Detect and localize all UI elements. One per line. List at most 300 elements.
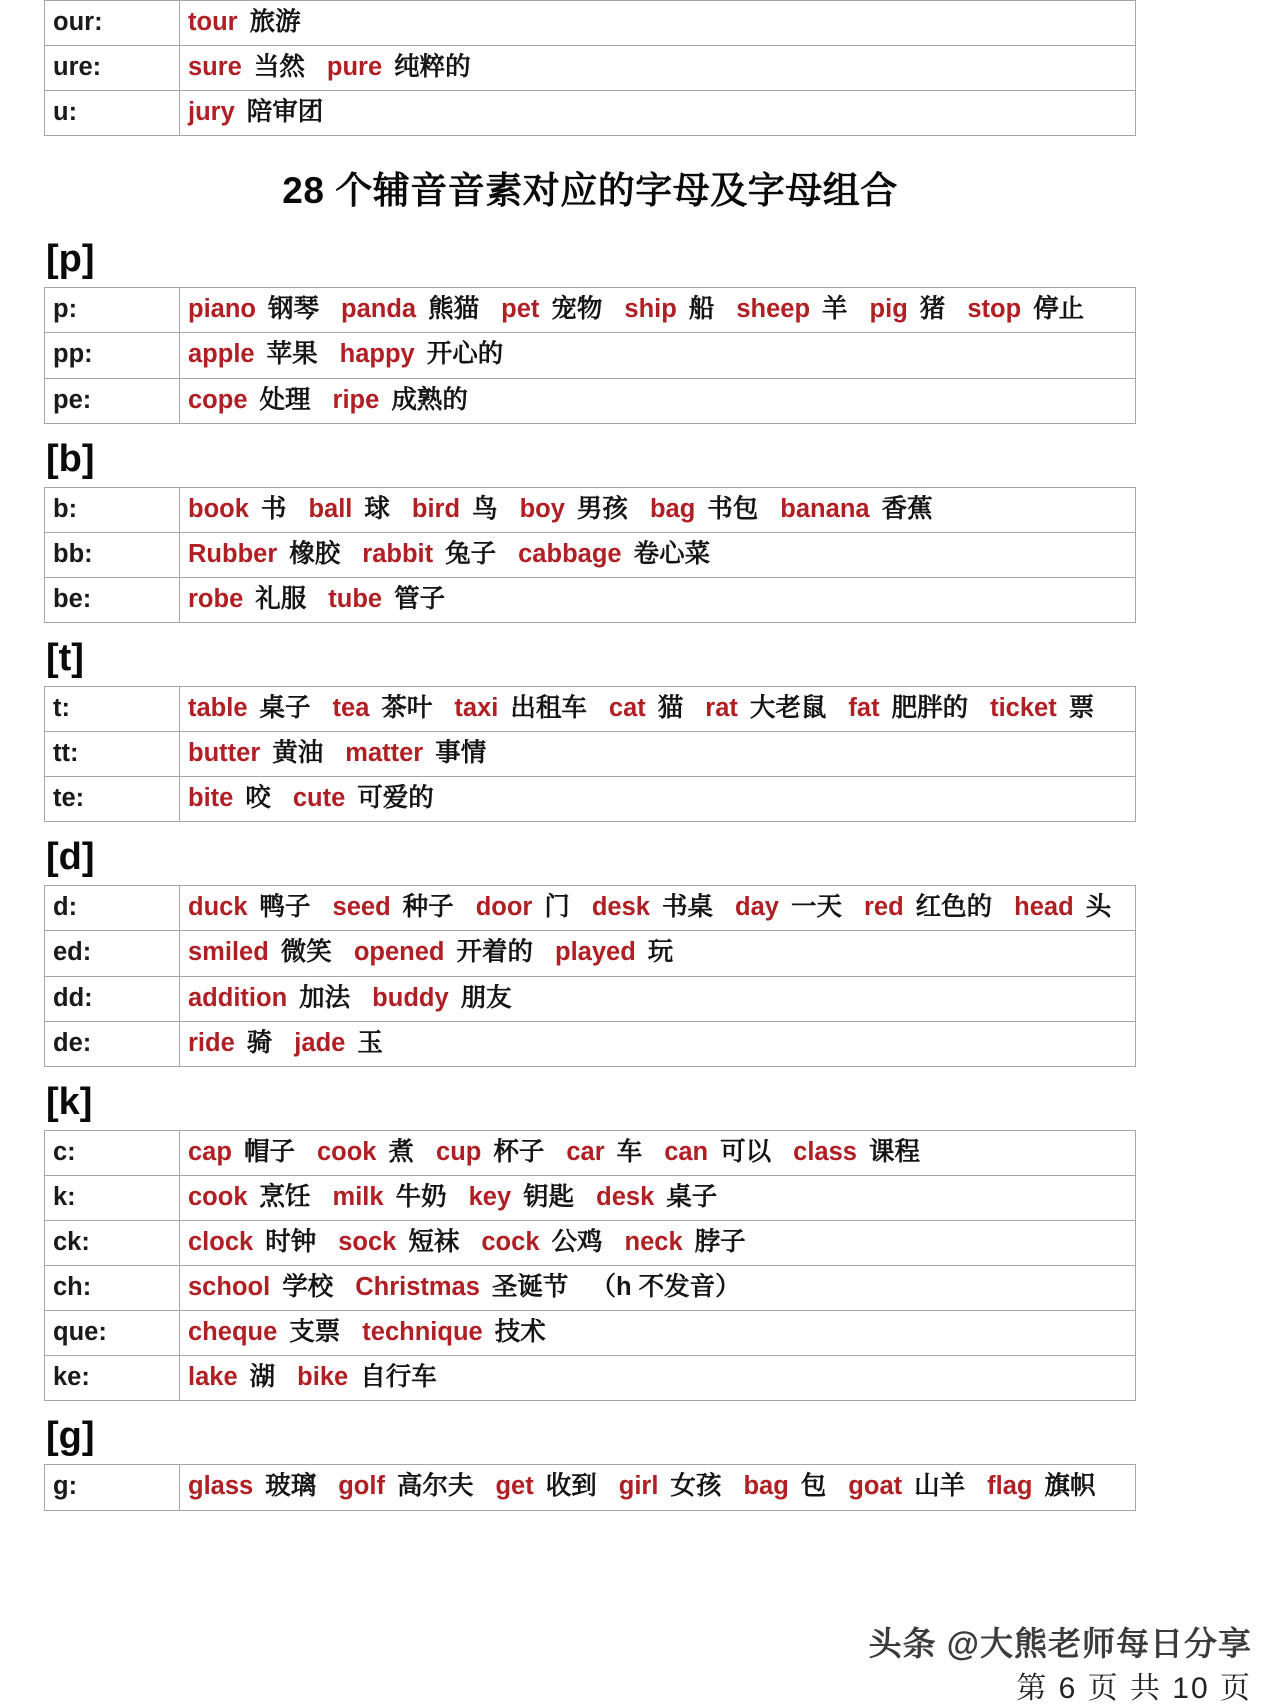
word-spacer [311, 1182, 333, 1213]
chinese-gloss: 煮 [388, 1137, 415, 1166]
chinese-gloss: 门 [544, 893, 570, 922]
word-spacer [271, 783, 293, 814]
word-gloss-spacer [480, 1272, 492, 1303]
english-word: jury [188, 98, 235, 127]
word-gloss-spacer [789, 1471, 801, 1502]
word-spacer [332, 937, 354, 968]
english-word: tea [332, 693, 370, 722]
word-gloss-spacer [277, 1317, 289, 1348]
word-gloss-spacer [658, 1471, 670, 1502]
phoneme-section [44, 636, 1136, 822]
word-gloss-spacer [857, 1137, 869, 1168]
chinese-gloss: 书包 [707, 494, 759, 523]
word-spacer [826, 1471, 848, 1502]
table-body [45, 886, 1136, 1066]
word-spacer [316, 1471, 338, 1502]
english-word: butter [188, 739, 261, 768]
chinese-gloss: 船 [688, 295, 715, 324]
chinese-gloss: 事情 [435, 739, 487, 768]
spelling-key: que: [45, 1311, 180, 1356]
word-spacer [826, 693, 848, 724]
examples-cell [180, 333, 1136, 378]
english-word: opened [353, 938, 445, 967]
chinese-gloss: 牛奶 [395, 1182, 447, 1211]
examples-cell [180, 686, 1136, 731]
phoneme-heading: [g] [46, 1415, 95, 1458]
page-footer [0, 1618, 1280, 1706]
word-gloss-spacer [511, 1182, 523, 1213]
chinese-gloss: 玉 [357, 1028, 383, 1057]
english-word: rat [705, 693, 738, 722]
english-word: happy [339, 340, 415, 369]
phoneme-heading: [d] [46, 836, 95, 879]
english-word: golf [338, 1472, 385, 1501]
word-spacer [570, 892, 592, 923]
table-row [45, 487, 1136, 532]
word-spacer [587, 693, 609, 724]
table-row [45, 1356, 1136, 1401]
word-spacer [340, 1317, 362, 1348]
word-gloss-spacer [369, 693, 381, 724]
word-spacer [447, 1182, 469, 1213]
word-gloss-spacer [238, 7, 250, 38]
table-row [45, 1130, 1136, 1175]
chinese-gloss: 橡胶 [289, 539, 341, 568]
word-gloss-spacer [695, 494, 707, 525]
english-word: jade [294, 1028, 346, 1057]
english-word: cap [188, 1137, 232, 1166]
word-gloss-spacer [908, 294, 920, 325]
table-row [45, 288, 1136, 333]
english-word: taxi [454, 693, 499, 722]
table-body [45, 288, 1136, 423]
table-row [45, 1266, 1136, 1311]
spelling-key: u: [45, 91, 180, 136]
table-body [45, 1465, 1136, 1510]
spelling-key: dd: [45, 976, 180, 1021]
word-gloss-spacer [377, 1137, 389, 1168]
phoneme-heading: [t] [46, 636, 84, 679]
chinese-gloss: 帽子 [243, 1137, 295, 1166]
word-gloss-spacer [779, 892, 791, 923]
examples-cell [180, 46, 1136, 91]
word-spacer [602, 294, 624, 325]
consonant-sections [44, 240, 1136, 1510]
english-word: rabbit [362, 539, 434, 568]
chinese-gloss: 圣诞节 [491, 1273, 569, 1302]
chinese-gloss: 收到 [545, 1472, 597, 1501]
word-spacer [459, 1227, 481, 1258]
word-spacer [597, 1471, 619, 1502]
english-word: ship [624, 295, 677, 324]
chinese-gloss: 礼服 [255, 584, 307, 613]
word-gloss-spacer [532, 892, 544, 923]
chinese-gloss: 包 [800, 1472, 827, 1501]
word-spacer [323, 738, 345, 769]
chinese-gloss: 大老鼠 [749, 693, 827, 722]
english-word: buddy [372, 983, 449, 1012]
english-word: glass [188, 1472, 254, 1501]
word-spacer [992, 892, 1014, 923]
word-spacer [683, 693, 705, 724]
word-gloss-spacer [345, 783, 357, 814]
word-spacer [945, 294, 967, 325]
word-gloss-spacer [255, 339, 267, 370]
table-row [45, 1220, 1136, 1265]
spelling-key: ure: [45, 46, 180, 91]
table-row [45, 931, 1136, 976]
english-word: lake [188, 1363, 238, 1392]
english-word: tour [188, 8, 238, 36]
chinese-gloss: 玻璃 [265, 1472, 317, 1501]
chinese-gloss: 可爱的 [357, 784, 434, 813]
word-spacer [340, 539, 362, 570]
table-row [45, 1175, 1136, 1220]
word-gloss-spacer [622, 539, 634, 570]
table-row [45, 777, 1136, 822]
chinese-gloss: 红色的 [915, 893, 993, 922]
spelling-key: ck: [45, 1220, 180, 1265]
word-spacer [432, 693, 454, 724]
english-word: tube [328, 584, 383, 613]
table-row [45, 1465, 1136, 1510]
word-gloss-spacer [385, 1471, 397, 1502]
word-spacer [286, 494, 308, 525]
chinese-gloss: 香蕉 [881, 494, 933, 523]
word-gloss-spacer [352, 494, 364, 525]
english-word: ripe [332, 385, 380, 414]
spelling-key: d: [45, 886, 180, 931]
word-gloss-spacer [269, 937, 281, 968]
english-word: piano [188, 295, 256, 324]
word-spacer [848, 294, 870, 325]
english-word: milk [332, 1182, 384, 1211]
chinese-gloss: 猫 [657, 693, 684, 722]
word-spacer [473, 1471, 495, 1502]
chinese-gloss: 兔子 [445, 539, 497, 568]
word-gloss-spacer [449, 983, 461, 1014]
english-word: door [475, 893, 533, 922]
chinese-gloss: 自行车 [360, 1363, 437, 1392]
chinese-gloss: 鸭子 [259, 893, 311, 922]
english-word: stop [967, 295, 1022, 324]
word-spacer [316, 1227, 338, 1258]
chinese-gloss: 加法 [299, 983, 351, 1012]
phoneme-examples-table [44, 487, 1136, 623]
word-gloss-spacer [1032, 1471, 1044, 1502]
english-word: cook [188, 1182, 248, 1211]
word-gloss-spacer [391, 892, 403, 923]
spelling-key: our: [45, 1, 180, 46]
word-gloss-spacer [683, 1227, 695, 1258]
word-spacer [333, 1272, 355, 1303]
chinese-gloss: 开心的 [426, 340, 504, 369]
word-gloss-spacer [379, 385, 391, 416]
word-spacer [642, 1137, 664, 1168]
word-spacer [603, 1227, 625, 1258]
english-word: class [793, 1137, 857, 1166]
word-spacer [275, 1362, 297, 1393]
word-gloss-spacer [416, 294, 428, 325]
chinese-gloss: 票 [1068, 693, 1095, 722]
phoneme-heading: [k] [46, 1080, 93, 1123]
chinese-gloss: 出租车 [510, 693, 587, 722]
examples-cell [180, 91, 1136, 136]
spelling-key: de: [45, 1021, 180, 1066]
chinese-gloss: 男孩 [576, 494, 628, 523]
word-gloss-spacer [1057, 693, 1069, 724]
table-row [45, 886, 1136, 931]
table-row [45, 46, 1136, 91]
english-word: apple [188, 340, 255, 369]
watermark-overlay-box [1164, 1490, 1276, 1548]
word-spacer [713, 892, 735, 923]
table-row [45, 91, 1136, 136]
chinese-gloss: 书桌 [661, 893, 713, 922]
chinese-gloss: 脖子 [694, 1227, 746, 1256]
word-spacer [968, 693, 990, 724]
english-word: neck [624, 1227, 683, 1256]
phoneme-section [44, 838, 1136, 1066]
word-gloss-spacer [650, 892, 662, 923]
word-spacer [306, 584, 328, 615]
english-word: duck [188, 893, 248, 922]
english-word: pig [869, 295, 908, 324]
word-spacer [390, 494, 412, 525]
word-spacer [496, 539, 518, 570]
word-spacer [498, 494, 520, 525]
english-word: cock [481, 1227, 540, 1256]
word-gloss-spacer [348, 1362, 360, 1393]
english-word: technique [362, 1318, 483, 1347]
word-gloss-spacer [605, 1137, 617, 1168]
chinese-gloss: 成熟的 [391, 385, 468, 414]
english-word: desk [591, 893, 650, 922]
english-word: girl [618, 1472, 659, 1501]
word-gloss-spacer [654, 1182, 666, 1213]
table-body [45, 487, 1136, 622]
english-word: ball [308, 494, 353, 523]
english-word: pet [501, 295, 540, 324]
table-body [45, 686, 1136, 821]
word-gloss-spacer [396, 1227, 408, 1258]
chinese-gloss: 技术 [494, 1318, 546, 1347]
vowel-continuation-table [44, 0, 1136, 136]
page-indicator: 第 6 页 共 10 页 [1016, 1672, 1252, 1705]
table-row [45, 378, 1136, 423]
english-word: get [495, 1472, 534, 1501]
word-spacer [842, 892, 864, 923]
english-word: table [188, 693, 248, 722]
phoneme-examples-table [44, 885, 1136, 1066]
spelling-key: bb: [45, 532, 180, 577]
phoneme-examples-table [44, 287, 1136, 423]
table-row [45, 1, 1136, 46]
english-word: cat [608, 693, 646, 722]
word-gloss-spacer [249, 494, 261, 525]
chinese-gloss: 烹饪 [259, 1182, 311, 1211]
word-spacer [311, 892, 333, 923]
phoneme-section [44, 1080, 1136, 1402]
examples-cell [180, 1311, 1136, 1356]
examples-cell [180, 976, 1136, 1021]
english-word: cup [436, 1137, 482, 1166]
spelling-key: b: [45, 487, 180, 532]
spelling-key: g: [45, 1465, 180, 1510]
chinese-gloss: 桌子 [666, 1182, 718, 1211]
english-word: school [188, 1273, 271, 1302]
chinese-gloss: 骑 [246, 1028, 273, 1057]
examples-cell [180, 1220, 1136, 1265]
english-word: ticket [990, 693, 1057, 722]
chinese-gloss: 湖 [249, 1363, 276, 1392]
word-gloss-spacer [235, 97, 247, 128]
spelling-key: ed: [45, 931, 180, 976]
english-word: clock [188, 1227, 254, 1256]
spelling-key: tt: [45, 732, 180, 777]
english-word: sheep [736, 295, 811, 324]
english-word: key [468, 1182, 512, 1211]
spelling-key: k: [45, 1175, 180, 1220]
phoneme-examples-table [44, 1464, 1136, 1510]
examples-cell [180, 1465, 1136, 1510]
english-word: bag [743, 1472, 789, 1501]
english-word: cheque [188, 1318, 278, 1347]
english-word: fat [848, 693, 880, 722]
english-word: bike [297, 1363, 349, 1392]
page-content [44, 0, 1136, 1511]
english-word: banana [780, 494, 870, 523]
english-word: robe [188, 584, 244, 613]
word-spacer [295, 1137, 317, 1168]
word-spacer [965, 1471, 987, 1502]
word-spacer [311, 385, 333, 416]
word-spacer [714, 294, 736, 325]
word-gloss-spacer [235, 1028, 247, 1059]
chinese-gloss: 卷心菜 [633, 539, 711, 568]
english-word: book [188, 494, 249, 523]
word-spacer [771, 1137, 793, 1168]
word-spacer [272, 1028, 294, 1059]
spelling-key: ke: [45, 1356, 180, 1401]
examples-cell [180, 1130, 1136, 1175]
phoneme-examples-table [44, 1130, 1136, 1402]
word-spacer [311, 693, 333, 724]
word-gloss-spacer [460, 494, 472, 525]
word-spacer [721, 1471, 743, 1502]
chinese-gloss: 黄油 [272, 739, 324, 768]
word-gloss-spacer [384, 1182, 396, 1213]
chinese-gloss: 种子 [402, 893, 454, 922]
spelling-key: pe: [45, 378, 180, 423]
word-gloss-spacer [277, 539, 289, 570]
english-word: pure [326, 53, 383, 82]
chinese-gloss: 可以 [720, 1137, 772, 1166]
examples-cell [180, 1175, 1136, 1220]
english-word: head [1014, 893, 1074, 922]
examples-cell [180, 288, 1136, 333]
table-row [45, 732, 1136, 777]
word-gloss-spacer [534, 1471, 546, 1502]
english-word: bag [649, 494, 696, 523]
word-spacer [350, 983, 372, 1014]
chinese-gloss: 女孩 [670, 1472, 722, 1501]
chinese-gloss: 时钟 [265, 1227, 317, 1256]
chinese-gloss: 宠物 [551, 295, 603, 324]
examples-cell [180, 1356, 1136, 1401]
phoneme-section [44, 437, 1136, 623]
word-gloss-spacer [345, 1028, 357, 1059]
chinese-gloss: 咬 [245, 784, 271, 813]
english-word: addition [188, 983, 288, 1012]
word-spacer [319, 294, 341, 325]
page-title: 28 个辅音音素对应的字母及字母组合 [282, 170, 898, 212]
word-gloss-spacer [810, 294, 822, 325]
examples-cell [180, 577, 1136, 622]
phoneme-heading: [p] [46, 238, 95, 281]
word-gloss-spacer [248, 1182, 260, 1213]
chinese-gloss: 处理 [259, 385, 311, 414]
word-gloss-spacer [904, 892, 916, 923]
chinese-gloss: 朋友 [460, 983, 512, 1012]
word-gloss-spacer [1021, 294, 1033, 325]
english-word: cope [188, 385, 248, 414]
word-gloss-spacer [382, 52, 394, 83]
english-word: played [555, 938, 636, 967]
chinese-gloss: 开着的 [456, 938, 533, 967]
english-word: desk [596, 1182, 655, 1211]
chinese-gloss: 公鸡 [551, 1227, 603, 1256]
word-gloss-spacer [498, 693, 510, 724]
word-gloss-spacer [242, 52, 254, 83]
table-row [45, 532, 1136, 577]
chinese-gloss: 猪 [919, 295, 946, 324]
chinese-gloss: 茶叶 [381, 693, 433, 722]
english-word: sock [338, 1227, 397, 1256]
english-word: panda [341, 295, 417, 324]
word-gloss-spacer [444, 937, 456, 968]
chinese-gloss: 旅游 [249, 8, 301, 36]
word-gloss-spacer [433, 539, 445, 570]
examples-cell [180, 487, 1136, 532]
english-word: smiled [188, 938, 269, 967]
english-word: Rubber [188, 539, 278, 568]
english-word: ride [188, 1028, 235, 1057]
spelling-key: te: [45, 777, 180, 822]
english-word: bird [411, 494, 461, 523]
word-spacer [479, 294, 501, 325]
word-gloss-spacer [1074, 892, 1086, 923]
word-gloss-spacer [483, 1317, 495, 1348]
word-gloss-spacer [539, 294, 551, 325]
word-spacer [628, 494, 650, 525]
word-gloss-spacer [870, 494, 882, 525]
examples-cell [180, 732, 1136, 777]
english-word: can [664, 1137, 709, 1166]
examples-cell [180, 532, 1136, 577]
chinese-gloss: 旗帜 [1044, 1472, 1096, 1501]
english-word: cook [316, 1137, 377, 1166]
chinese-gloss: 一天 [790, 893, 842, 922]
english-word: red [863, 893, 904, 922]
word-gloss-spacer [256, 294, 268, 325]
english-word: Christmas [355, 1273, 480, 1302]
chinese-gloss: 头 [1085, 893, 1112, 922]
examples-cell [180, 378, 1136, 423]
spelling-key: be: [45, 577, 180, 622]
english-word: matter [345, 739, 424, 768]
word-gloss-spacer [238, 1362, 250, 1393]
